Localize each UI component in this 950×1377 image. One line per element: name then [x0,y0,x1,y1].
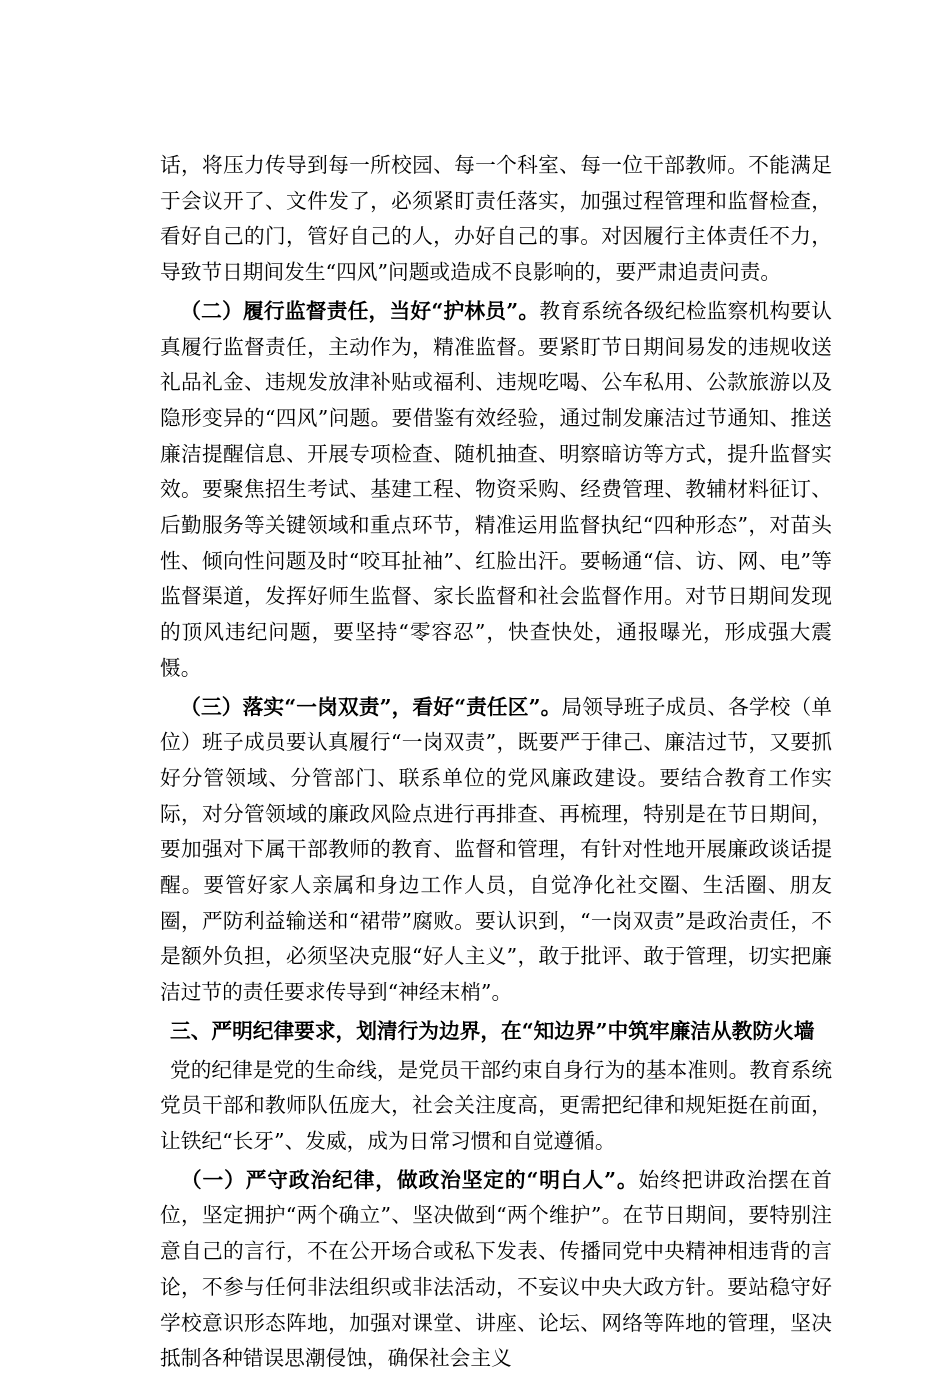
paragraph-discipline-intro [160,1053,832,1160]
paragraph-one-post-two-duties [160,690,832,1011]
paragraph-text: 教育系统各级纪检监察机构要认真履行监督责任，主动作为，精准监督。要紧盯节日期间易发的违规收送礼品礼金、违规发放津补贴或福利、违规吃喝、公车私用、公款旅游以及隐形变异的“四风”问题。要借鉴有效经验，通过制发廉洁过节通知、推送廉洁提醒信息、开展专项检查、随机抽查、明察暗访等方式，提升监督实效。要聚焦招生考试、基建工程、物资采购、经费管理、教辅材料征订、后勤服务等关键领域和重点环节，精准运用监督执纪“四种形态”，对苗头性、倾向性问题及时“咬耳扯袖”、红脸出汗。要畅通“信、访、网、电”等监督渠道，发挥好师生监督、家长监督和社会监督作用。对节日期间发现的顶风违纪问题，要坚持“零容忍”，快查快处，通报曝光，形成强大震慑。 [160,298,832,680]
paragraph-supervision-duty [160,294,832,687]
document-body [160,148,832,1377]
section-heading-text: 三、严明纪律要求，划清行为边界，在“知边界”中筑牢廉洁从教防火墙 [170,1018,815,1043]
paragraph-political-discipline [160,1163,832,1377]
paragraph-lead-heading: （一）严守政治纪律，做政治坚定的“明白人”。 [180,1167,639,1192]
paragraph-lead-heading: （三）落实“一岗双责”，看好“责任区”。 [180,694,562,719]
paragraph-continuation [160,148,832,291]
paragraph-text: 话，将压力传导到每一所校园、每一个科室、每一位干部教师。不能满足于会议开了、文件发了，必须紧盯责任落实，加强过程管理和监督检查，看好自己的门，管好自己的人，办好自己的事。对因履行主体责任不力，导致节日期间发生“四风”问题或造成不良影响的，要严肃追责问责。 [160,153,832,285]
paragraph-text: 局领导班子成员、各学校（单位）班子成员要认真履行“一岗双责”，既要严于律己、廉洁过节，又要抓好分管领域、分管部门、联系单位的党风廉政建设。要结合教育工作实际，对分管领域的廉政风险点进行再排查、再梳理，特别是在节日期间，要加强对下属干部教师的教育、监督和管理，有针对性地开展廉政谈话提醒。要管好家人亲属和身边工作人员，自觉净化社交圈、生活圈、朋友圈，严防利益输送和“裙带”腐败。要认识到，“一岗双责”是政治责任，不是额外负担，必须坚决克服“好人主义”，敢于批评、敢于管理，切实把廉洁过节的责任要求传导到“神经末梢”。 [160,694,832,1005]
section-heading-three [160,1014,832,1050]
paragraph-lead-heading: （二）履行监督责任，当好“护林员”。 [180,298,540,323]
paragraph-text: 党的纪律是党的生命线，是党员干部约束自身行为的基本准则。教育系统党员干部和教师队伍庞大，社会关注度高，更需把纪律和规矩挺在前面，让铁纪“长牙”、发威，成为日常习惯和自觉遵循。 [160,1057,833,1153]
paragraph-text: 始终把讲政治摆在首位，坚定拥护“两个确立”、坚决做到“两个维护”。在节日期间，要特别注意自己的言行，不在公开场合或私下发表、传播同党中央精神相违背的言论，不参与任何非法组织或非法活动，不妄议中央大政方针。要站稳守好学校意识形态阵地，加强对课堂、讲座、论坛、网络等阵地的管理，坚决抵制各种错误思潮侵蚀，确保社会主义 [160,1167,832,1371]
